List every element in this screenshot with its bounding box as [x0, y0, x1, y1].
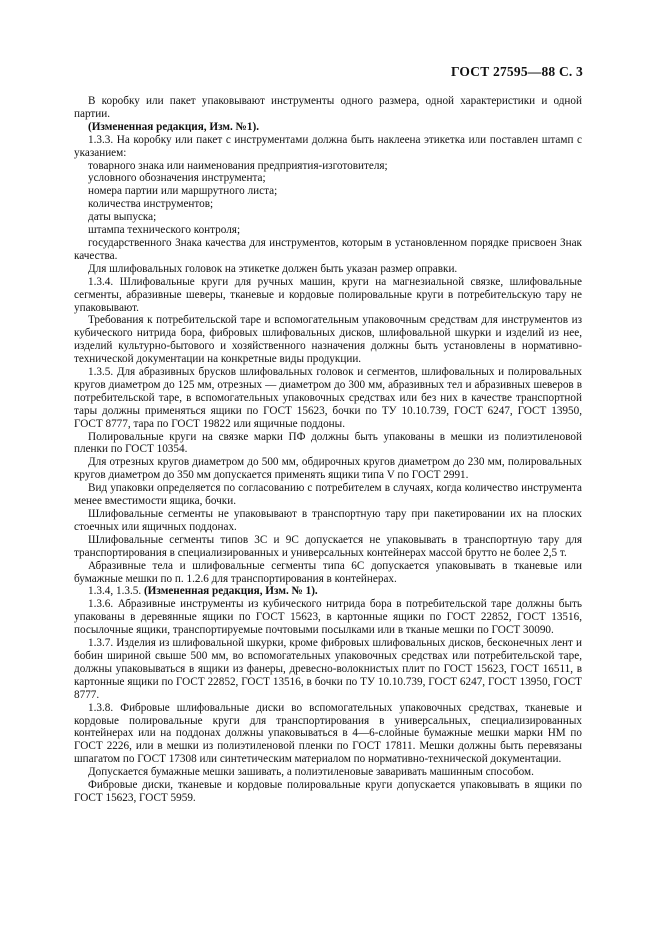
paragraph: номера партии или маршрутного листа;	[88, 185, 278, 198]
paragraph: 1.3.8. Фибровые шлифовальные диски во вспомогательных упаковочных средствах, тканевые и кордовые полировальные круги для транспортирования в универсальных, специализированных контейнерах или на поддонах должны упаковываться в 4—6-слойные бумажные мешки марки НМ по ГОСТ 2226, или в мешки из полиэтиленовой пленки по ГОСТ 17811. Мешки должны быть перевязаны шпагатом по ГОСТ 17308 или синтетическим материалом по нормативно-технической документации.	[74, 701, 582, 766]
paragraph: товарного знака или наименования предприятия-изготовителя;	[88, 159, 388, 172]
paragraph: государственного Знака качества для инструментов, которым в установленном порядке присвоен Знак качества.	[74, 236, 582, 262]
paragraph-lead: 1.3.4, 1.3.5.	[88, 585, 144, 598]
paragraph: Шлифовальные сегменты типов 3С и 9С допускается не упаковывать в транспортную тару для транспортирования в специализированных и универсальных контейнерах массой брутто не более 2,5 т.	[74, 533, 582, 559]
paragraph: В коробку или пакет упаковывают инструменты одного размера, одной характеристики и одной партии.	[74, 95, 582, 120]
paragraph: даты выпуска;	[88, 211, 157, 224]
paragraph: Полировальные круги на связке марки ПФ должны быть упакованы в мешки из полиэтиленовой пленки по ГОСТ 10354.	[74, 430, 582, 456]
paragraph	[74, 585, 582, 598]
paragraph: Для шлифовальных головок на этикетке должен быть указан размер оправки.	[88, 262, 458, 275]
paragraph: (Измененная редакция, Изм. №1).	[88, 120, 259, 133]
paragraph: 1.3.6. Абразивные инструменты из кубического нитрида бора в потребительской таре должны быть упакованы в деревянные ящики по ГОСТ 15623, в картонные ящики по ГОСТ 22852, ГОСТ 13516, посылочные ящики, транспортируемые почтовыми посылками или в тканые мешки по ГОСТ 30090.	[74, 598, 582, 637]
paragraph: Для отрезных кругов диаметром до 500 мм, обдирочных кругов диаметром до 230 мм, полировальных кругов диаметром до 350 мм допускается применять ящики типа V по ГОСТ 2991.	[74, 456, 582, 482]
page-header: ГОСТ 27595—88 С. 3	[450, 64, 583, 79]
paragraph: количества инструментов;	[88, 198, 214, 211]
document-body	[74, 95, 582, 805]
paragraph: Абразивные тела и шлифовальные сегменты типа 6С допускается упаковывать в тканевые или бумажные мешки по п. 1.2.6 для транспортирования в контейнерах.	[74, 559, 582, 585]
paragraph-bold: (Измененная редакция, Изм. № 1).	[143, 585, 318, 598]
paragraph: Вид упаковки определяется по согласованию с потребителем в случаях, когда количество инструмента менее вместимости ящика, бочки.	[74, 482, 582, 508]
paragraph: 1.3.5. Для абразивных брусков шлифовальных головок и сегментов, шлифовальных и полировальных кругов диаметром до 125 мм, отрезных — диаметром до 300 мм, абразивных тел и абразивных шеверов в потребительской таре, в вспомогательных упаковочных средствах или без них в качестве транспортной тары должны применяться ящики по ГОСТ 15623, бочки по ТУ 10.10.739, ГОСТ 6247, ГОСТ 13950, ГОСТ 8777, тара по ГОСТ 19822 или ящичные поддоны.	[74, 366, 582, 430]
paragraph: 1.3.4. Шлифовальные круги для ручных машин, круги на магнезиальной связке, шлифовальные сегменты, абразивные шеверы, тканевые и кордовые полировальные круги в потребительскую тару не упаковывают.	[74, 275, 582, 314]
paragraph: условного обозначения инструмента;	[88, 172, 266, 185]
paragraph: штампа технического контроля;	[88, 224, 241, 237]
paragraph: Требования к потребительской таре и вспомогательным упаковочным средствам для инструментов из кубического нитрида бора, фибровых шлифовальных дисков, шлифовальной шкурки и изделий из нее, изделий культурно-бытового и хозяйственного назначения должны быть установлены в нормативно-технической документации на конкретные виды продукции.	[74, 314, 582, 366]
paragraph: 1.3.3. На коробку или пакет с инструментами должна быть наклеена этикетка или поставлен штамп с указанием:	[74, 133, 582, 159]
paragraph: Допускается бумажные мешки зашивать, а полиэтиленовые заваривать машинным способом.	[88, 766, 534, 779]
paragraph: 1.3.7. Изделия из шлифовальной шкурки, кроме фибровых шлифовальных дисков, бесконечных лент и бобин шириной свыше 500 мм, во вспомогательных упаковочных средствах или потребительской таре, должны упаковываться в ящики из фанеры, древесно-волокнистых плит по ГОСТ 15623, ГОСТ 16511, в картонные ящики по ГОСТ 22852, ГОСТ 13516, в бочки по ТУ 10.10.739, ГОСТ 6247, ГОСТ 13950, ГОСТ 8777.	[74, 637, 582, 701]
paragraph: Фибровые диски, тканевые и кордовые полировальные круги допускается упаковывать в ящики по ГОСТ 15623, ГОСТ 5959.	[74, 779, 582, 804]
paragraph: Шлифовальные сегменты не упаковывают в транспортную тару при пакетировании их на плоских стоечных или ящичных поддонах.	[74, 508, 582, 533]
